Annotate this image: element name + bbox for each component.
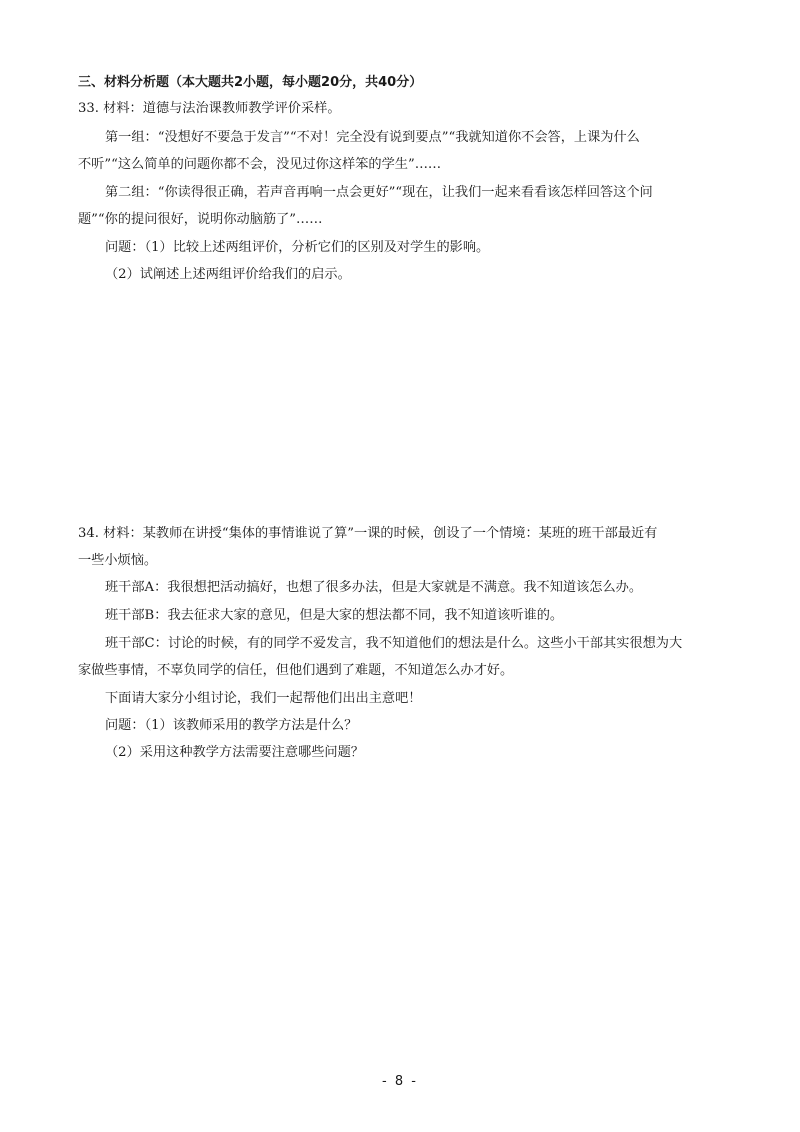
q33-stem: 33. 材料：道德与法治课教师教学评价采样。 <box>78 101 341 116</box>
q33-question2: （2）试阐述上述两组评价给我们的启示。 <box>105 267 351 282</box>
q34-cadre-b: 班干部B：我去征求大家的意见，但是大家的想法都不同，我不知道该听谁的。 <box>105 608 564 623</box>
q34-stem-line2: 一些小烦恼。 <box>78 553 158 568</box>
q34-cadre-c-line1: 班干部C：讨论的时候，有的同学不爱发言，我不知道他们的想法是什么。这些小干部其实很想为大 <box>105 636 683 651</box>
q34-question1: 问题：（1）该教师采用的教学方法是什么？ <box>105 718 358 733</box>
q33-question1: 问题：（1）比较上述两组评价，分析它们的区别及对学生的影响。 <box>105 240 490 255</box>
q34-discussion: 下面请大家分小组讨论，我们一起帮他们出出主意吧！ <box>105 691 422 706</box>
q33-group1-line1: 第一组：“没想好不要急于发言”“不对！完全没有说到要点”“我就知道你不会答，上课为什么 <box>105 130 640 145</box>
q34-stem-line1: 34. 材料：某教师在讲授“集体的事情谁说了算”一课的时候，创设了一个情境：某班的班干部最近有 <box>78 526 658 541</box>
page-number: - 8 - <box>382 1074 418 1089</box>
q34-question2: （2）采用这种教学方法需要注意哪些问题？ <box>105 745 364 760</box>
q34-cadre-a: 班干部A：我很想把活动搞好，也想了很多办法，但是大家就是不满意。我不知道该怎么办。 <box>105 580 643 595</box>
q34-cadre-c-line2: 家做些事情，不辜负同学的信任，但他们遇到了难题，不知道怎么办才好。 <box>78 663 514 678</box>
q33-group2-line1: 第二组：“你读得很正确，若声音再响一点会更好”“现在，让我们一起来看看该怎样回答这个问 <box>105 185 653 200</box>
section-heading: 三、材料分析题（本大题共2小题，每小题20分，共40分） <box>78 75 423 90</box>
q33-group1-line2: 不听”“这么简单的问题你都不会，没见过你这样笨的学生”…… <box>78 157 442 172</box>
q33-group2-line2: 题”“你的提问很好，说明你动脑筋了”…… <box>78 212 323 227</box>
